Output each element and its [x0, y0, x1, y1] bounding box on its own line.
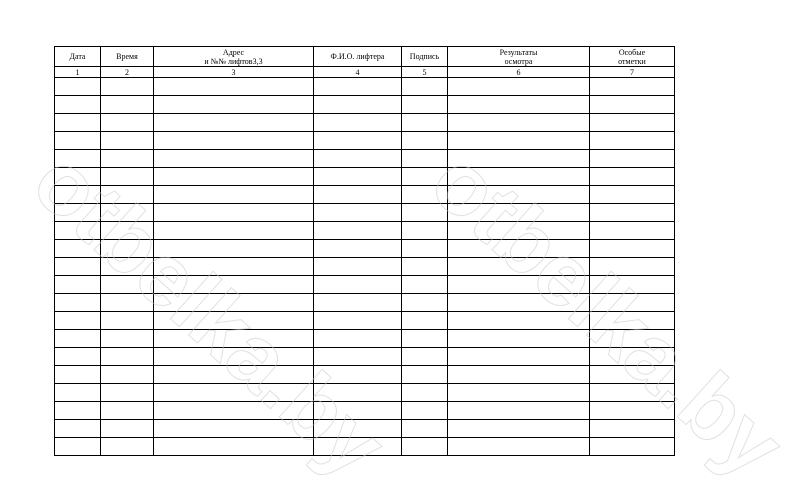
table-cell-notes[interactable] [590, 438, 675, 456]
table-row [55, 420, 675, 438]
table-cell-liftman[interactable] [314, 258, 402, 276]
table-cell-address[interactable] [154, 438, 314, 456]
table-cell-liftman[interactable] [314, 294, 402, 312]
table-cell-date[interactable] [55, 150, 101, 168]
table-row [55, 168, 675, 186]
table-cell-signature[interactable] [402, 186, 448, 204]
table-cell-time[interactable] [101, 222, 154, 240]
table-cell-time[interactable] [101, 276, 154, 294]
table-cell-liftman[interactable] [314, 330, 402, 348]
table-cell-date[interactable] [55, 168, 101, 186]
table-cell-results[interactable] [448, 366, 590, 384]
table-cell-signature[interactable] [402, 258, 448, 276]
table-cell-time[interactable] [101, 114, 154, 132]
table-row [55, 96, 675, 114]
table-row [55, 348, 675, 366]
table-cell-time[interactable] [101, 132, 154, 150]
table-cell-results[interactable] [448, 204, 590, 222]
table-cell-date[interactable] [55, 402, 101, 420]
header-liftman: Ф.И.О. лифтера [314, 47, 402, 67]
table-cell-liftman[interactable] [314, 402, 402, 420]
header-time: Время [101, 47, 154, 67]
table-cell-address[interactable] [154, 420, 314, 438]
table-cell-date[interactable] [55, 132, 101, 150]
table-cell-signature[interactable] [402, 402, 448, 420]
table-cell-address[interactable] [154, 222, 314, 240]
table-cell-date[interactable] [55, 276, 101, 294]
table-cell-time[interactable] [101, 366, 154, 384]
table-cell-date[interactable] [55, 366, 101, 384]
table-cell-liftman[interactable] [314, 384, 402, 402]
table-cell-date[interactable] [55, 204, 101, 222]
table-cell-notes[interactable] [590, 402, 675, 420]
table-cell-time[interactable] [101, 402, 154, 420]
table-cell-date[interactable] [55, 186, 101, 204]
table-cell-time[interactable] [101, 330, 154, 348]
table-cell-address[interactable] [154, 402, 314, 420]
table-cell-signature[interactable] [402, 420, 448, 438]
table-cell-date[interactable] [55, 348, 101, 366]
table-row [55, 78, 675, 96]
column-number: 3 [154, 67, 314, 78]
header-signature: Подпись [402, 47, 448, 67]
table-cell-address[interactable] [154, 348, 314, 366]
table-cell-date[interactable] [55, 438, 101, 456]
table-cell-liftman[interactable] [314, 276, 402, 294]
table-cell-results[interactable] [448, 168, 590, 186]
table-row [55, 438, 675, 456]
table-cell-signature[interactable] [402, 132, 448, 150]
table-cell-address[interactable] [154, 96, 314, 114]
table-cell-liftman[interactable] [314, 150, 402, 168]
table-cell-address[interactable] [154, 114, 314, 132]
table-row [55, 384, 675, 402]
table-cell-signature[interactable] [402, 312, 448, 330]
table-cell-liftman[interactable] [314, 438, 402, 456]
table-row [55, 294, 675, 312]
table-cell-results[interactable] [448, 150, 590, 168]
table-cell-liftman[interactable] [314, 96, 402, 114]
table-cell-notes[interactable] [590, 312, 675, 330]
table-cell-time[interactable] [101, 312, 154, 330]
column-number: 5 [402, 67, 448, 78]
table-cell-results[interactable] [448, 96, 590, 114]
table-cell-signature[interactable] [402, 348, 448, 366]
table-cell-address[interactable] [154, 276, 314, 294]
table-cell-signature[interactable] [402, 294, 448, 312]
table-cell-liftman[interactable] [314, 312, 402, 330]
table-row [55, 276, 675, 294]
table-cell-time[interactable] [101, 294, 154, 312]
table-cell-time[interactable] [101, 420, 154, 438]
column-number: 2 [101, 67, 154, 78]
table-cell-notes[interactable] [590, 384, 675, 402]
table-cell-notes[interactable] [590, 420, 675, 438]
table-cell-notes[interactable] [590, 78, 675, 96]
table-cell-address[interactable] [154, 294, 314, 312]
table-cell-results[interactable] [448, 312, 590, 330]
table-cell-time[interactable] [101, 258, 154, 276]
table-cell-address[interactable] [154, 330, 314, 348]
table-cell-signature[interactable] [402, 276, 448, 294]
table-cell-time[interactable] [101, 204, 154, 222]
table-cell-notes[interactable] [590, 276, 675, 294]
table-cell-address[interactable] [154, 312, 314, 330]
table-cell-notes[interactable] [590, 168, 675, 186]
table-cell-notes[interactable] [590, 258, 675, 276]
table-cell-liftman[interactable] [314, 222, 402, 240]
table-cell-results[interactable] [448, 438, 590, 456]
table-cell-notes[interactable] [590, 240, 675, 258]
column-number: 4 [314, 67, 402, 78]
table-row [55, 222, 675, 240]
table-cell-notes[interactable] [590, 186, 675, 204]
table-cell-liftman[interactable] [314, 366, 402, 384]
table-cell-liftman[interactable] [314, 168, 402, 186]
table-row [55, 258, 675, 276]
table-cell-results[interactable] [448, 294, 590, 312]
table-cell-results[interactable] [448, 132, 590, 150]
table-row [55, 204, 675, 222]
table-cell-date[interactable] [55, 78, 101, 96]
table-cell-time[interactable] [101, 78, 154, 96]
column-number: 6 [448, 67, 590, 78]
table-cell-signature[interactable] [402, 384, 448, 402]
table-cell-date[interactable] [55, 384, 101, 402]
table-cell-signature[interactable] [402, 438, 448, 456]
table-row [55, 150, 675, 168]
table-cell-date[interactable] [55, 420, 101, 438]
table-row [55, 132, 675, 150]
table-cell-time[interactable] [101, 186, 154, 204]
table-cell-time[interactable] [101, 150, 154, 168]
table-cell-address[interactable] [154, 78, 314, 96]
table-cell-time[interactable] [101, 96, 154, 114]
table-cell-signature[interactable] [402, 240, 448, 258]
table-row [55, 366, 675, 384]
table-cell-notes[interactable] [590, 294, 675, 312]
table-cell-notes[interactable] [590, 96, 675, 114]
header-notes: Особые отметки [590, 47, 675, 67]
table-cell-time[interactable] [101, 168, 154, 186]
table-cell-date[interactable] [55, 330, 101, 348]
column-number: 7 [590, 67, 675, 78]
table-cell-results[interactable] [448, 240, 590, 258]
table-cell-signature[interactable] [402, 222, 448, 240]
table-cell-liftman[interactable] [314, 240, 402, 258]
table-cell-results[interactable] [448, 276, 590, 294]
table-row [55, 186, 675, 204]
table-cell-signature[interactable] [402, 150, 448, 168]
table-cell-results[interactable] [448, 258, 590, 276]
watermark: otbelka.by [413, 130, 803, 496]
table-cell-notes[interactable] [590, 150, 675, 168]
table-cell-signature[interactable] [402, 204, 448, 222]
table-cell-address[interactable] [154, 366, 314, 384]
table-cell-date[interactable] [55, 240, 101, 258]
header-row [55, 47, 675, 67]
table-cell-signature[interactable] [402, 78, 448, 96]
table-cell-signature[interactable] [402, 168, 448, 186]
table-cell-results[interactable] [448, 402, 590, 420]
table-cell-signature[interactable] [402, 330, 448, 348]
table-cell-results[interactable] [448, 420, 590, 438]
table-cell-address[interactable] [154, 132, 314, 150]
table-cell-date[interactable] [55, 312, 101, 330]
table-cell-results[interactable] [448, 384, 590, 402]
table-cell-liftman[interactable] [314, 420, 402, 438]
table-cell-time[interactable] [101, 348, 154, 366]
table-row [55, 402, 675, 420]
table-cell-liftman[interactable] [314, 132, 402, 150]
table-cell-signature[interactable] [402, 96, 448, 114]
table-cell-notes[interactable] [590, 132, 675, 150]
table-cell-address[interactable] [154, 168, 314, 186]
table-cell-results[interactable] [448, 330, 590, 348]
table-cell-notes[interactable] [590, 222, 675, 240]
table-cell-liftman[interactable] [314, 114, 402, 132]
watermark: otbelka.by [15, 130, 405, 496]
table-cell-time[interactable] [101, 240, 154, 258]
table-cell-notes[interactable] [590, 114, 675, 132]
table-cell-address[interactable] [154, 204, 314, 222]
table-cell-results[interactable] [448, 114, 590, 132]
table-cell-address[interactable] [154, 258, 314, 276]
table-cell-notes[interactable] [590, 330, 675, 348]
table-cell-liftman[interactable] [314, 78, 402, 96]
table-cell-address[interactable] [154, 240, 314, 258]
table-cell-date[interactable] [55, 294, 101, 312]
header-results: Результаты осмотра [448, 47, 590, 67]
table-cell-date[interactable] [55, 222, 101, 240]
table-cell-results[interactable] [448, 348, 590, 366]
table-cell-results[interactable] [448, 186, 590, 204]
inspection-log-table [54, 46, 675, 456]
table-cell-notes[interactable] [590, 348, 675, 366]
table-cell-liftman[interactable] [314, 204, 402, 222]
table-cell-date[interactable] [55, 96, 101, 114]
table-row [55, 240, 675, 258]
table-cell-signature[interactable] [402, 114, 448, 132]
table-cell-results[interactable] [448, 222, 590, 240]
table-cell-notes[interactable] [590, 204, 675, 222]
column-number-row [55, 67, 675, 78]
table-cell-date[interactable] [55, 114, 101, 132]
table-cell-time[interactable] [101, 438, 154, 456]
table-row [55, 330, 675, 348]
table-row [55, 114, 675, 132]
table-cell-address[interactable] [154, 186, 314, 204]
table-cell-time[interactable] [101, 384, 154, 402]
log-body [55, 78, 675, 456]
table-cell-liftman[interactable] [314, 186, 402, 204]
column-number: 1 [55, 67, 101, 78]
table-row [55, 312, 675, 330]
table-cell-results[interactable] [448, 78, 590, 96]
table-cell-date[interactable] [55, 258, 101, 276]
header-address: Адрес и №№ лифтов3,3 [154, 47, 314, 67]
table-cell-address[interactable] [154, 150, 314, 168]
table-cell-signature[interactable] [402, 366, 448, 384]
table-cell-address[interactable] [154, 384, 314, 402]
table-cell-liftman[interactable] [314, 348, 402, 366]
table-cell-notes[interactable] [590, 366, 675, 384]
header-date: Дата [55, 47, 101, 67]
